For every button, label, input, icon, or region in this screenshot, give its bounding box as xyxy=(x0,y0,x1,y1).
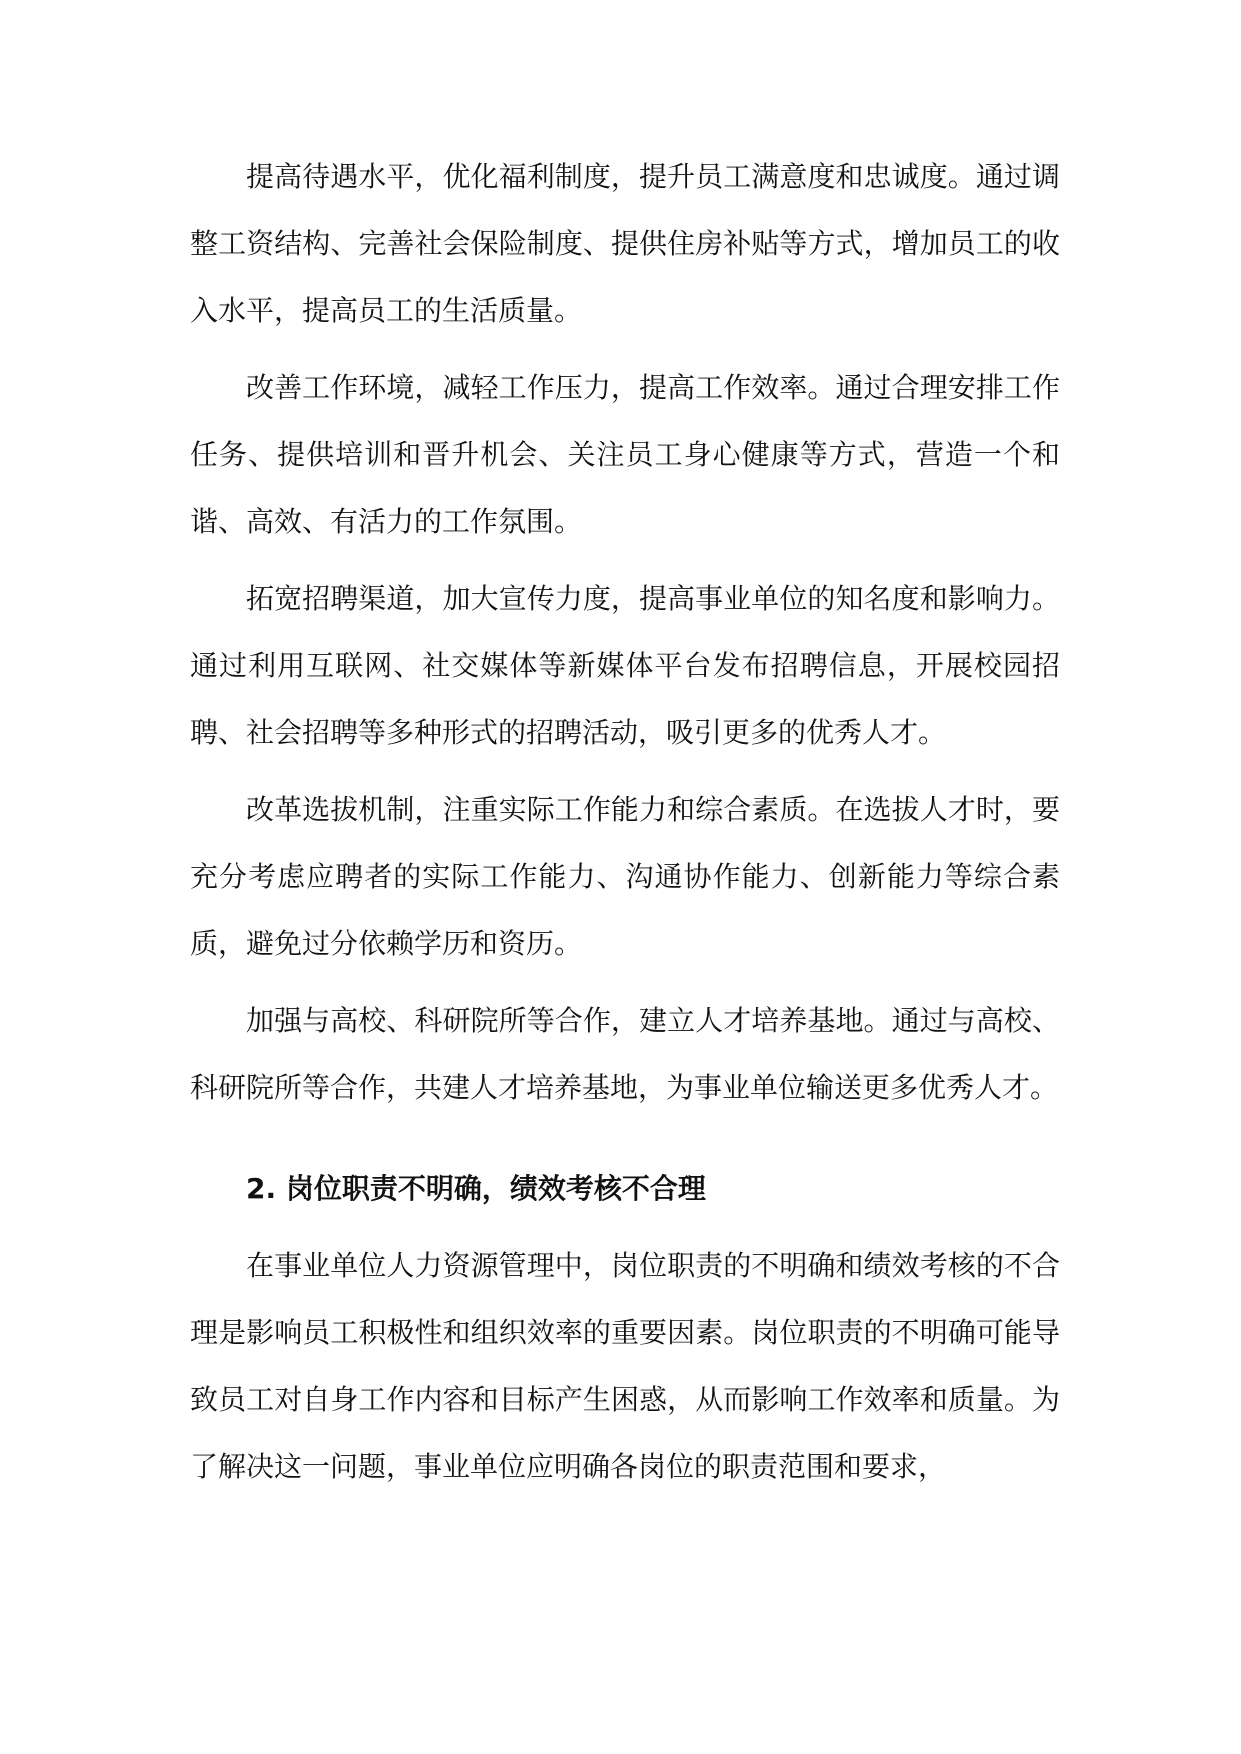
paragraph-recruitment-channels: 拓宽招聘渠道，加大宣传力度，提高事业单位的知名度和影响力。通过利用互联网、社交媒体等新媒体平台发布招聘信息，开展校园招聘、社会招聘等多种形式的招聘活动，吸引更多的优秀人才。 xyxy=(190,582,1060,749)
section-heading: 2. 岗位职责不明确，绩效考核不合理 xyxy=(246,1172,706,1205)
paragraph-selection-mechanism: 改革选拔机制，注重实际工作能力和综合素质。在选拔人才时，要充分考虑应聘者的实际工作能力、沟通协作能力、创新能力等综合素质，避免过分依赖学历和资历。 xyxy=(190,793,1060,960)
document-body xyxy=(190,143,1060,1510)
paragraph-job-responsibilities: 在事业单位人力资源管理中，岗位职责的不明确和绩效考核的不合理是影响员工积极性和组织效率的重要因素。岗位职责的不明确可能导致员工对自身工作内容和目标产生困惑，从而影响工作效率和质量。为了解决这一问题，事业单位应明确各岗位的职责范围和要求， xyxy=(190,1249,1060,1483)
paragraph-work-environment: 改善工作环境，减轻工作压力，提高工作效率。通过合理安排工作任务、提供培训和晋升机会、关注员工身心健康等方式，营造一个和谐、高效、有活力的工作氛围。 xyxy=(190,371,1060,538)
paragraph-cooperation: 加强与高校、科研院所等合作，建立人才培养基地。通过与高校、科研院所等合作，共建人才培养基地，为事业单位输送更多优秀人才。 xyxy=(190,1004,1060,1104)
paragraph-benefits: 提高待遇水平，优化福利制度，提升员工满意度和忠诚度。通过调整工资结构、完善社会保险制度、提供住房补贴等方式，增加员工的收入水平，提高员工的生活质量。 xyxy=(190,160,1060,327)
